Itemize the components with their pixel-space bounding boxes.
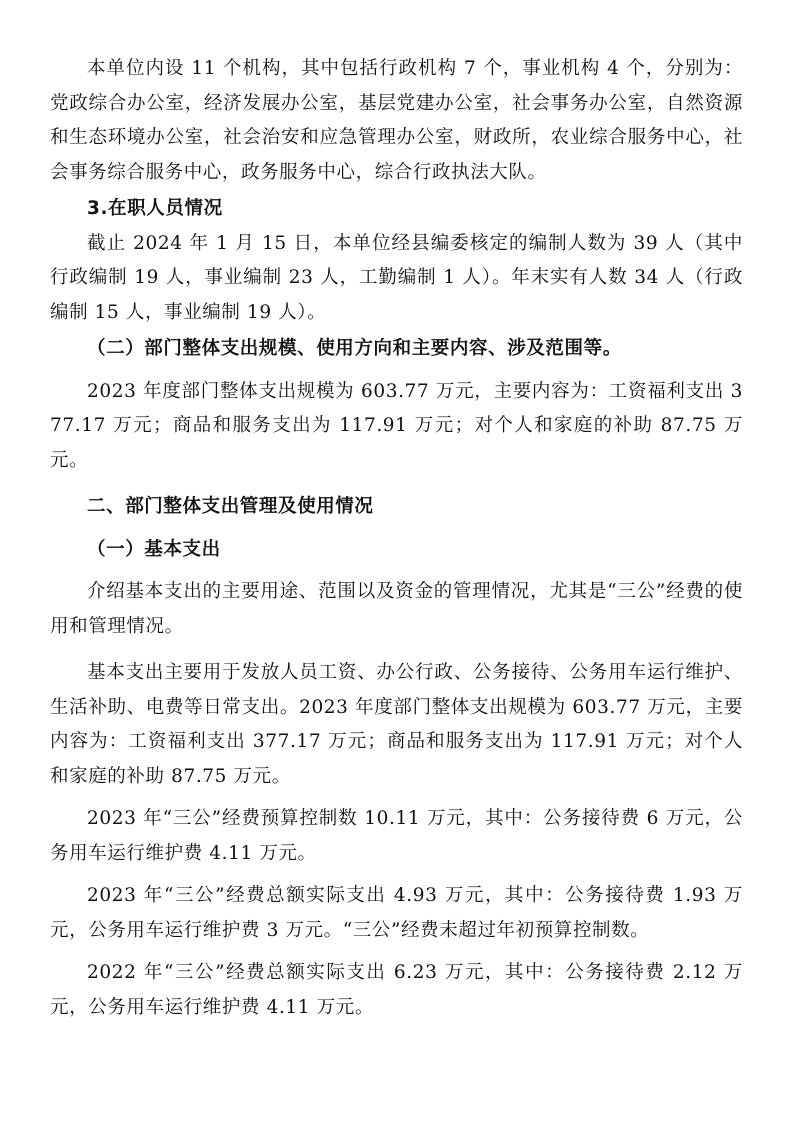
- paragraph-expenditure-scope: 2023 年度部门整体支出规模为 603.77 万元，主要内容为：工资福利支出 377.17 万元；商品和服务支出为 117.91 万元；对个人和家庭的补助 87.75 万元。: [50, 380, 743, 471]
- heading-section-two: 二、部门整体支出管理及使用情况: [87, 496, 374, 517]
- heading-basic-expenditure: （一）基本支出: [87, 538, 221, 560]
- heading-expenditure-scope: （二）部门整体支出规模、使用方向和主要内容、涉及范围等。: [87, 338, 622, 359]
- paragraph-three-public-2023: 2023 年“三公”经费总额实际支出 4.93 万元，其中：公务接待费 1.93 万元，公务用车运行维护费 3 万元。“三公”经费未超过年初预算控制数。: [50, 885, 743, 941]
- paragraph-institutions: 本单位内设 11 个机构，其中包括行政机构 7 个，事业机构 4 个，分别为：党政综合办公室，经济发展办公室，基层党建办公室，社会事务办公室，自然资源和生态环境办公室，社会治安和应急管理办公室，财政所，农业综合服务中心，社会事务综合服务中心，政务服务中心，综合行政执法大队。: [50, 58, 743, 183]
- paragraph-staff: 截止 2024 年 1 月 15 日，本单位经县编委核定的编制人数为 39 人（其中行政编制 19 人，事业编制 23 人，工勤编制 1 人）。年末实有人数 34 人（行政编制 15 人，事业编制 19 人）。: [50, 232, 743, 323]
- paragraph-three-public-budget: 2023 年“三公”经费预算控制数 10.11 万元，其中：公务接待费 6 万元，公务用车运行维护费 4.11 万元。: [50, 808, 743, 864]
- paragraph-basic-usage: 基本支出主要用于发放人员工资、办公行政、公务接待、公务用车运行维护、生活补助、电费等日常支出。2023 年度部门整体支出规模为 603.77 万元，主要内容为：工资福利支出 377.17 万元；商品和服务支出为 117.91 万元；对个人和家庭的补助 87.75 万元。: [50, 662, 743, 787]
- document-page: [50, 52, 743, 1025]
- heading-staff: 3.在职人员情况: [87, 198, 223, 219]
- paragraph-three-public-2022: 2022 年“三公”经费总额实际支出 6.23 万元，其中：公务接待费 2.12 万元，公务用车运行维护费 4.11 万元。: [50, 962, 743, 1018]
- paragraph-basic-intro: 介绍基本支出的主要用途、范围以及资金的管理情况，尤其是“三公”经费的使用和管理情况。: [50, 581, 743, 637]
